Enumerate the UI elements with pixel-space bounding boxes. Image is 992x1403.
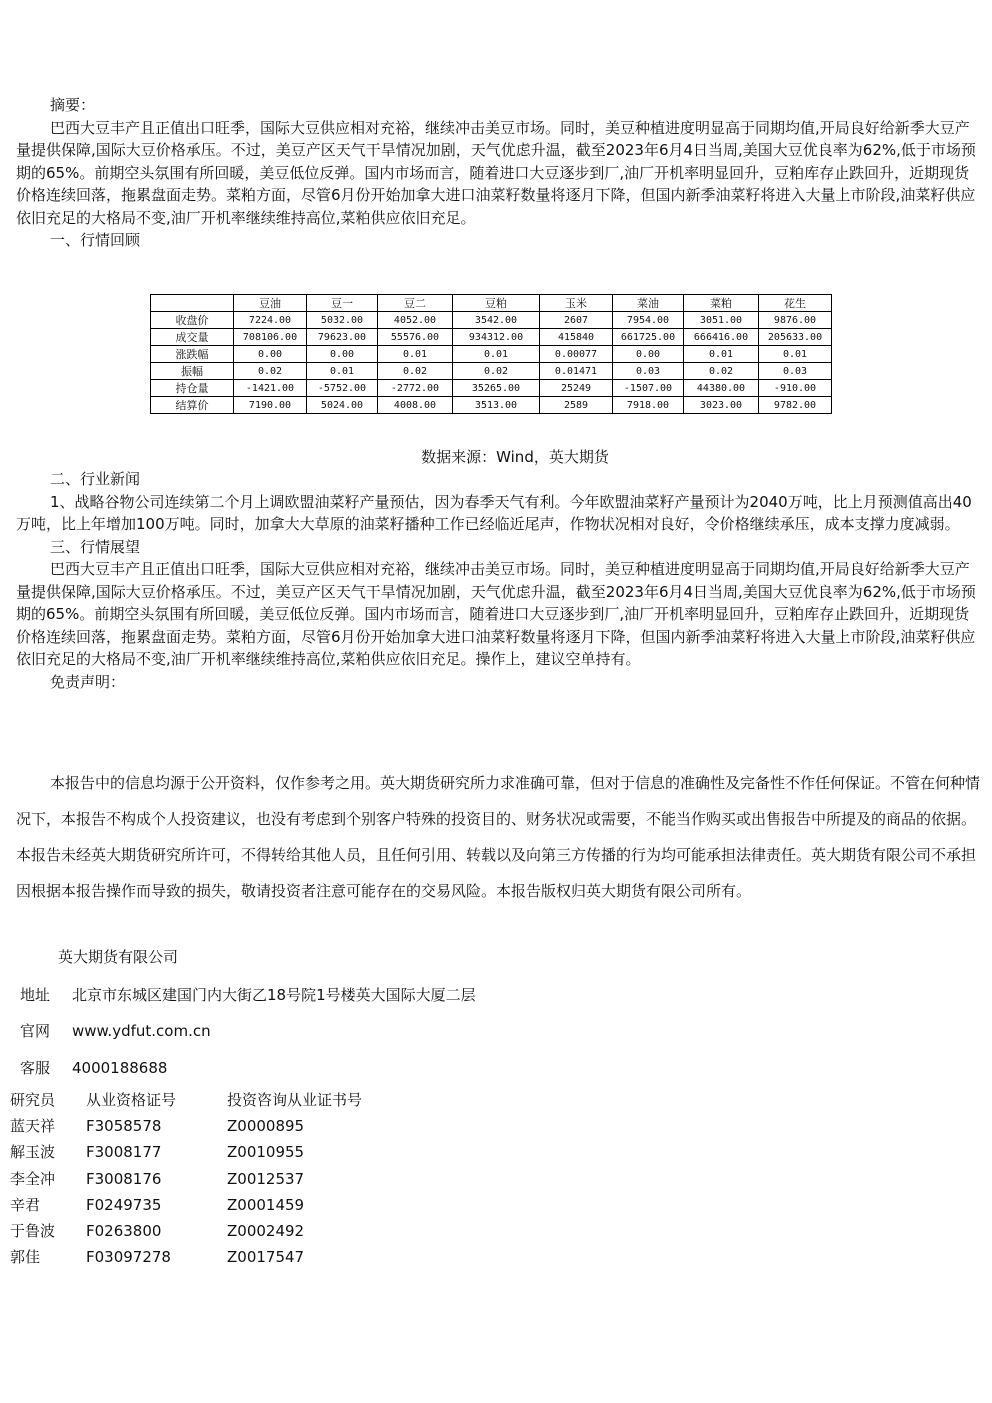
- service-line: [20, 1057, 167, 1078]
- table-cell: 0.02: [453, 363, 540, 380]
- summary-section: [16, 94, 976, 252]
- table-cell: 0.01: [759, 346, 832, 363]
- row-label: 收盘价: [151, 312, 234, 329]
- website-link[interactable]: www.ydfut.com.cn: [72, 1022, 211, 1040]
- row-label: 振幅: [151, 363, 234, 380]
- table-cell: 0.00077: [540, 346, 613, 363]
- address-value: 北京市东城区建国门内大街乙18号院1号楼英大国际大厦二层: [72, 986, 476, 1004]
- website-line: [20, 1020, 211, 1041]
- row-label: 结算价: [151, 397, 234, 414]
- staff-qualification: F0249735: [86, 1195, 162, 1214]
- table-cell: 0.02: [684, 363, 759, 380]
- staff-qualification: F3008177: [86, 1143, 162, 1162]
- address-label: 地址: [20, 986, 51, 1004]
- table-cell: 4052.00: [378, 312, 453, 329]
- table-cell: -1421.00: [234, 380, 307, 397]
- staff-row: [10, 1139, 427, 1165]
- table-cell: 2607: [540, 312, 613, 329]
- staff-name: 李全冲: [10, 1169, 56, 1188]
- staff-row: [10, 1113, 427, 1139]
- table-header-cell: 豆一: [307, 295, 378, 312]
- table-header-cell: 豆二: [378, 295, 453, 312]
- staff-certificate: Z0012537: [227, 1169, 305, 1188]
- table-header-cell: 花生: [759, 295, 832, 312]
- news-section: [16, 468, 976, 693]
- table-header-cell: 菜粕: [684, 295, 759, 312]
- staff-qualification: F3008176: [86, 1169, 162, 1188]
- staff-certificate: Z0010955: [227, 1143, 305, 1162]
- table-cell: 7918.00: [613, 397, 684, 414]
- table-header-cell: 豆油: [234, 295, 307, 312]
- table-row: [151, 397, 832, 414]
- service-label: 客服: [20, 1059, 51, 1077]
- disclaimer-heading: 免责声明：: [50, 672, 126, 691]
- section1-heading: 一、行情回顾: [50, 231, 141, 249]
- table-cell: 0.01: [378, 346, 453, 363]
- address-line: [20, 984, 476, 1005]
- staff-qualification: F3058578: [86, 1117, 162, 1136]
- table-row: [151, 312, 832, 329]
- staff-name: 解玉波: [10, 1143, 56, 1162]
- staff-name: 蓝天祥: [10, 1117, 56, 1136]
- service-phone: 4000188688: [72, 1059, 168, 1077]
- table-header-cell: 玉米: [540, 295, 613, 312]
- table-cell: 4008.00: [378, 397, 453, 414]
- staff-header-cell: 研究员: [10, 1091, 56, 1109]
- table-cell: 0.00: [613, 346, 684, 363]
- staff-list: [10, 1087, 427, 1270]
- table-cell: 0.01471: [540, 363, 613, 380]
- staff-row: [10, 1244, 427, 1270]
- table-cell: -2772.00: [378, 380, 453, 397]
- table-cell: 7224.00: [234, 312, 307, 329]
- row-label: 成交量: [151, 329, 234, 346]
- staff-certificate: Z0000895: [227, 1117, 305, 1136]
- table-cell: 44380.00: [684, 380, 759, 397]
- source-note: 数据来源：Wind，英大期货: [421, 448, 609, 466]
- staff-header-cell: 投资咨询从业证书号: [227, 1091, 363, 1109]
- summary-text: 巴西大豆丰产且正值出口旺季，国际大豆供应相对充裕，继续冲击美豆市场。同时，美豆种植进度明显高于同期均值,开局良好给新季大豆产量提供保障,国际大豆价格承压。不过，美豆产区天气干旱情况加剧，天气优虑升温，截至2023年6月4日当周,美国大豆优良率为62%,低于市场预期的65%。前期空头氛围有所回暖，美豆低位反弹。国内市场而言，随着进口大豆逐步到厂,油厂开机率明显回升，豆粕库存止跌回升，近期现货价格连续回落，拖累盘面走势。菜粕方面，尽管6月份开始加拿大进口油菜籽数量将逐月下降，但国内新季油菜籽将进入大量上市阶段,油菜籽供应依旧充足的大格局不变,油厂开机率继续维持高位,菜粕供应依旧充足。: [16, 118, 976, 227]
- table-cell: 415840: [540, 329, 613, 346]
- staff-row: [10, 1218, 427, 1244]
- row-label: 涨跌幅: [151, 346, 234, 363]
- table-cell: -1507.00: [613, 380, 684, 397]
- news-text: 1、战略谷物公司连续第二个月上调欧盟油菜籽产量预估，因为春季天气有利。今年欧盟油菜籽产量预计为2040万吨，比上月预测值高出40万吨，比上年增加100万吨。同时，加拿大大草原的油菜籽播种工作已经临近尾声，作物状况相对良好，令价格继续承压，成本支撑力度减弱。: [16, 492, 972, 533]
- table-cell: 3513.00: [453, 397, 540, 414]
- table-cell: 2589: [540, 397, 613, 414]
- table-cell: 0.00: [307, 346, 378, 363]
- staff-header-cell: 从业资格证号: [86, 1091, 177, 1109]
- table-row: [151, 380, 832, 397]
- disclaimer-text: 本报告中的信息均源于公开资料，仅作参考之用。英大期货研究所力求准确可靠，但对于信息的准确性及完备性不作任何保证。不管在何种情况下，本报告不构成个人投资建议，也没有考虑到个别客户特殊的投资目的、财务状况或需要，不能当作购买或出售报告中所提及的商品的依据。本报告未经英大期货研究所许可，不得转给其他人员，且任何引用、转载以及向第三方传播的行为均可能承担法律责任。英大期货有限公司不承担因根据本报告操作而导致的损失，敬请投资者注意可能存在的交易风险。本报告版权归英大期货有限公司所有。: [16, 774, 981, 900]
- summary-heading: 摘要：: [50, 96, 96, 114]
- website-label: 官网: [20, 1022, 51, 1040]
- table-header-cell: [151, 295, 234, 312]
- staff-certificate: Z0002492: [227, 1221, 305, 1240]
- table-cell: 0.00: [234, 346, 307, 363]
- table-cell: 708106.00: [234, 329, 307, 346]
- staff-header-row: [10, 1087, 427, 1113]
- table-cell: 0.03: [613, 363, 684, 380]
- table-cell: 3051.00: [684, 312, 759, 329]
- table-cell: 0.02: [378, 363, 453, 380]
- staff-name: 辛君: [10, 1195, 41, 1214]
- staff-row: [10, 1192, 427, 1218]
- table-cell: -5752.00: [307, 380, 378, 397]
- table-cell: 0.02: [234, 363, 307, 380]
- staff-row: [10, 1166, 427, 1192]
- table-cell: 661725.00: [613, 329, 684, 346]
- table-cell: 934312.00: [453, 329, 540, 346]
- table-header-row: [151, 295, 832, 312]
- table-cell: 9876.00: [759, 312, 832, 329]
- table-cell: 9782.00: [759, 397, 832, 414]
- table-cell: 0.01: [453, 346, 540, 363]
- table-cell: 25249: [540, 380, 613, 397]
- table-cell: 35265.00: [453, 380, 540, 397]
- outlook-text: 巴西大豆丰产且正值出口旺季，国际大豆供应相对充裕，继续冲击美豆市场。同时，美豆种植进度明显高于同期均值,开局良好给新季大豆产量提供保障,国际大豆价格承压。不过，美豆产区天气干旱情况加剧，天气优虑升温，截至2023年6月4日当周,美国大豆优良率为62%,低于市场预期的65%。前期空头氛围有所回暖，美豆低位反弹。国内市场而言，随着进口大豆逐步到厂,油厂开机率明显回升，豆粕库存止跌回升，近期现货价格连续回落，拖累盘面走势。菜粕方面，尽管6月份开始加拿大进口油菜籽数量将逐月下降，但国内新季油菜籽将进入大量上市阶段,油菜籽供应依旧充足的大格局不变,油厂开机率继续维持高位,菜粕供应依旧充足。操作上，建议空单持有。: [16, 560, 976, 668]
- section2-heading: 二、行业新闻: [50, 470, 141, 488]
- row-label: 持仓量: [151, 380, 234, 397]
- company-name: 英大期货有限公司: [58, 948, 179, 966]
- staff-certificate: Z0001459: [227, 1195, 305, 1214]
- table-row: [151, 329, 832, 346]
- table-cell: 5024.00: [307, 397, 378, 414]
- table-cell: 3023.00: [684, 397, 759, 414]
- table-cell: 0.01: [307, 363, 378, 380]
- table-row: [151, 346, 832, 363]
- table-cell: 79623.00: [307, 329, 378, 346]
- market-table-wrap: [150, 294, 832, 414]
- table-row: [151, 363, 832, 380]
- market-table: [150, 294, 832, 414]
- table-cell: 55576.00: [378, 329, 453, 346]
- section3-heading: 三、行情展望: [50, 537, 141, 556]
- table-header-cell: 菜油: [613, 295, 684, 312]
- table-cell: 7954.00: [613, 312, 684, 329]
- table-cell: 5032.00: [307, 312, 378, 329]
- staff-qualification: F03097278: [86, 1248, 171, 1267]
- table-cell: 7190.00: [234, 397, 307, 414]
- staff-qualification: F0263800: [86, 1221, 162, 1240]
- table-header-cell: 豆粕: [453, 295, 540, 312]
- table-cell: 0.03: [759, 363, 832, 380]
- staff-name: 郭佳: [10, 1248, 41, 1267]
- table-cell: 666416.00: [684, 329, 759, 346]
- table-cell: 205633.00: [759, 329, 832, 346]
- staff-certificate: Z0017547: [227, 1248, 305, 1267]
- table-cell: 3542.00: [453, 312, 540, 329]
- staff-name: 于鲁波: [10, 1221, 56, 1240]
- table-cell: 0.01: [684, 346, 759, 363]
- table-cell: -910.00: [759, 380, 832, 397]
